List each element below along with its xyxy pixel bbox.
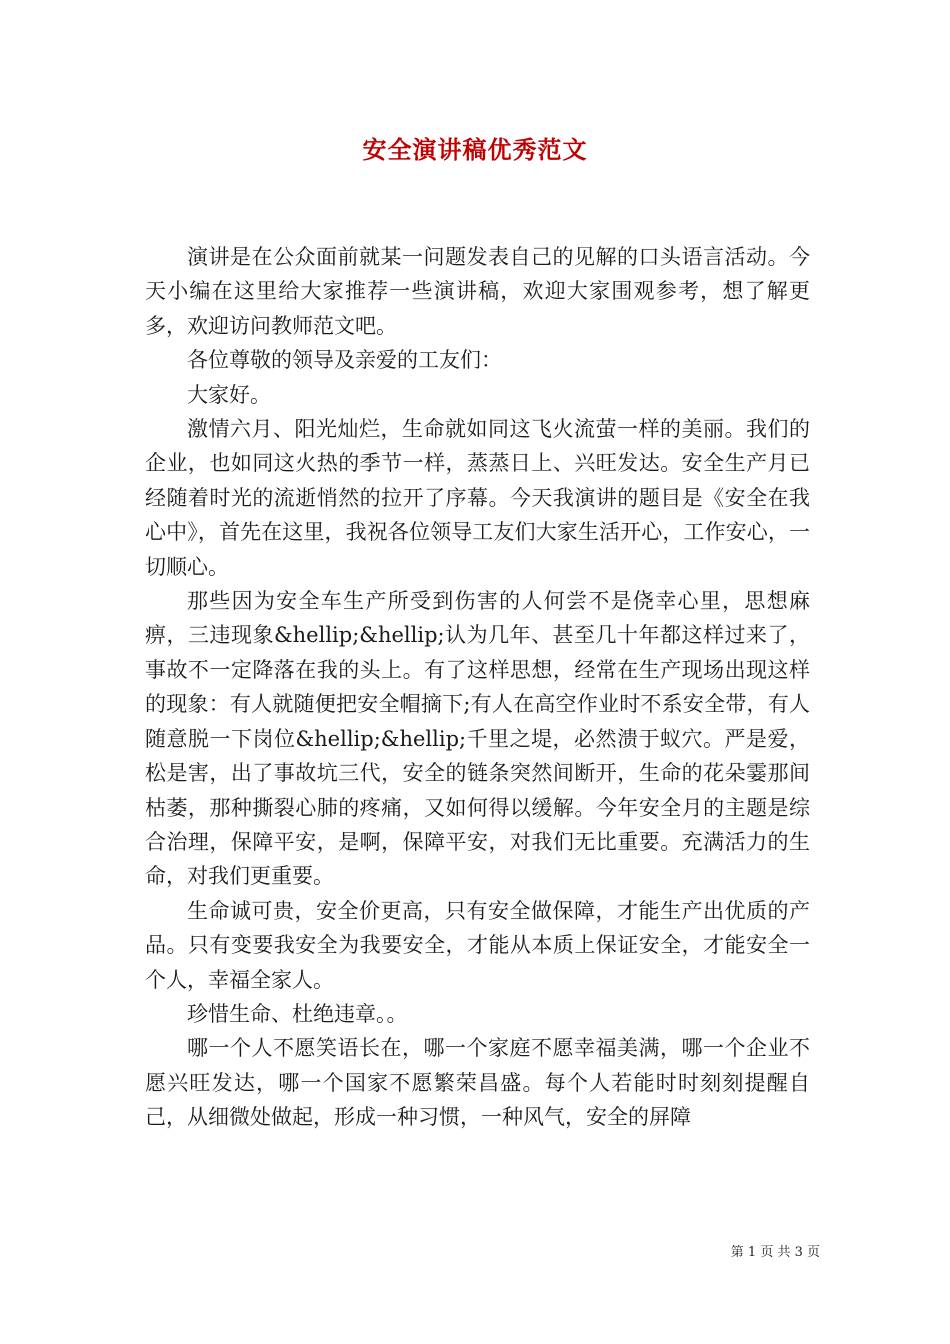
paragraph-greeting: 大家好。 — [187, 382, 271, 407]
document-body — [145, 240, 810, 1135]
paragraph-slogan: 珍惜生命、杜绝违章。。 — [187, 1001, 408, 1026]
paragraph-salutation: 各位尊敬的领导及亲爱的工友们： — [187, 348, 502, 373]
paragraph-value: 生命诚可贵，安全价更高，只有安全做保障，才能生产出优质的产品。只有变要我安全为我要安全，才能从本质上保证安全，才能安全一个人，幸福全家人。 — [145, 898, 810, 992]
paragraph-intro: 演讲是在公众面前就某一问题发表自己的见解的口头语言活动。今天小编在这里给大家推荐一些演讲稿，欢迎大家围观参考，想了解更多，欢迎访问教师范文吧。 — [145, 245, 810, 338]
document-title: 安全演讲稿优秀范文 — [362, 135, 588, 164]
paragraph-opening: 激情六月、阳光灿烂，生命就如同这飞火流萤一样的美丽。我们的企业，也如同这火热的季节一样，蒸蒸日上、兴旺发达。安全生产月已经随着时光的流逝悄然的拉开了序幕。今天我演讲的题目是《安全在我心中》，首先在这里，我祝各位领导工友们大家生活开心，工作安心，一切顺心。 — [145, 417, 810, 579]
paragraph-warning: 那些因为安全车生产所受到伤害的人何尝不是侥幸心里，思想麻痹，三违现象&hellip;&hellip;认为几年、甚至几十年都这样过来了，事故不一定降落在我的头上。有了这样思想，经常在生产现场出现这样的现象：有人就随便把安全帽摘下;有人在高空作业时不系安全带，有人随意脱一下岗位&hellip;&hellip;千里之堤，必然溃于蚁穴。严是爱，松是害，出了事故坑三代，安全的链条突然间断开，生命的花朵霎那间枯萎，那种撕裂心肺的疼痛，又如何得以缓解。今年安全月的主题是综合治理，保障平安，是啊，保障平安，对我们无比重要。充满活力的生命，对我们更重要。 — [145, 589, 810, 889]
paragraph-closing: 哪一个人不愿笑语长在，哪一个家庭不愿幸福美满，哪一个企业不愿兴旺发达，哪一个国家不愿繁荣昌盛。每个人若能时时刻刻提醒自己，从细微处做起，形成一种习惯，一种风气，安全的屏障 — [145, 1036, 810, 1130]
page-number: 第 1 页 共 3 页 — [730, 1245, 820, 1260]
